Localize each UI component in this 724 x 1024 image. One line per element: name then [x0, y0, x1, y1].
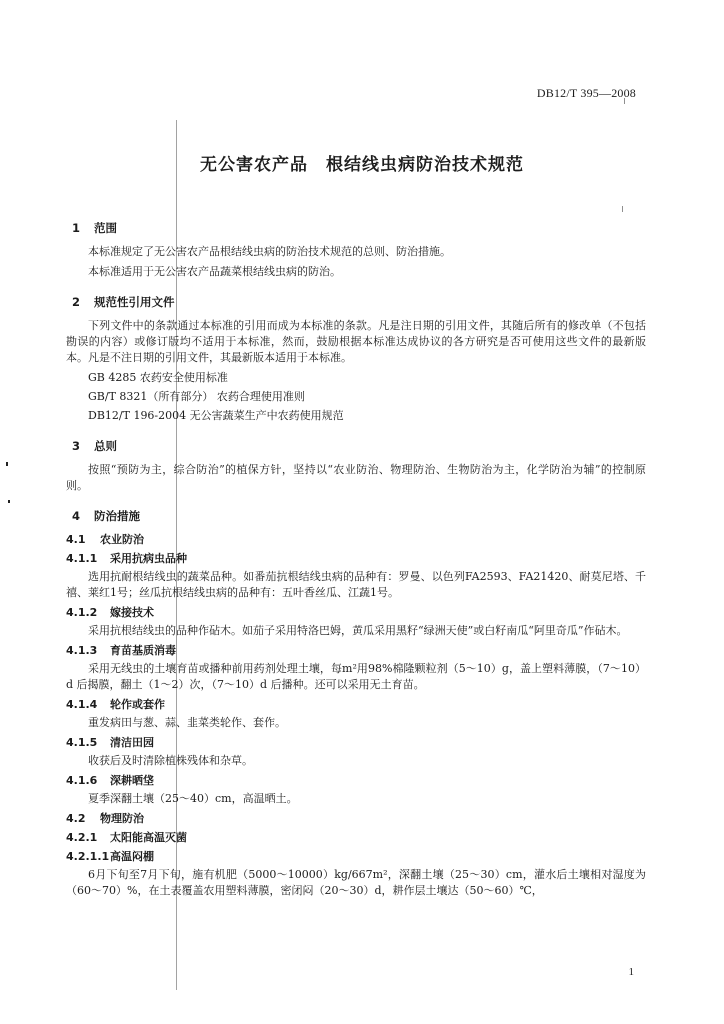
section-heading: 4 防治措施 [72, 509, 140, 523]
paragraph: 选用抗耐根结线虫的蔬菜品种。如番茄抗根结线虫病的品种有：罗曼、以色列FA2593、FA21420、耐莫尼塔、千禧、莱红1号；丝瓜抗根结线虫病的品种有：五叶香丝瓜、江蔬1号。 [66, 570, 646, 599]
paragraph: 下列文件中的条款通过本标准的引用而成为本标准的条款。凡是注日期的引用文件，其随后所有的修改单（不包括勘误的内容）或修订版均不适用于本标准，然而，鼓励根据本标准达成协议的各方研究是否可使用这些文件的最新版本。凡是不注日期的引用文件，其最新版本适用于本标准。 [66, 319, 646, 364]
subsection-heading: 4.1.5 清洁田园 [66, 736, 154, 749]
paragraph: 采用抗根结线虫的品种作砧木。如茄子采用特洛巴姆，黄瓜采用黑籽“绿洲天使”或白籽南瓜“阿里奇瓜”作砧木。 [88, 624, 628, 637]
paragraph: 重发病田与葱、蒜、韭菜类轮作、套作。 [88, 716, 286, 729]
subsection-heading: 4.1.1 采用抗病虫品种 [66, 552, 187, 565]
paragraph: 夏季深翻土壤（25～40）cm，高温晒土。 [88, 792, 298, 805]
subsection-heading: 4.1.3 育苗基质消毒 [66, 644, 176, 657]
subsection-heading: 4.1.6 深耕晒垡 [66, 774, 154, 787]
paragraph: 本标准适用于无公害农产品蔬菜根结线虫病的防治。 [88, 265, 341, 278]
scan-mark [8, 500, 10, 503]
reference-item: GB 4285 农药安全使用标准 [88, 371, 228, 384]
document-title [0, 150, 724, 175]
scan-mark [6, 462, 8, 466]
subsection-heading: 4.1 农业防治 [66, 533, 144, 546]
page-number: 1 [628, 966, 634, 978]
paragraph: 按照“预防为主，综合防治”的植保方针，坚持以“农业防治、物理防治、生物防治为主，化学防治为辅”的控制原则。 [66, 463, 646, 492]
subsection-heading: 4.2.1.1高温闷棚 [66, 850, 154, 863]
document-code: DB12/T 395—2008 [536, 86, 636, 100]
subsection-heading: 4.1.4 轮作或套作 [66, 698, 165, 711]
subsection-heading: 4.2 物理防治 [66, 812, 144, 825]
title-part2: 根结线虫病防治技术规范 [326, 155, 524, 175]
paragraph: 本标准规定了无公害农产品根结线虫病的防治技术规范的总则、防治措施。 [88, 245, 451, 258]
section-heading: 3 总则 [72, 439, 117, 453]
document-body [66, 206, 646, 903]
paragraph: 收获后及时清除植株残体和杂草。 [88, 754, 253, 767]
paragraph: 采用无线虫的土壤育苗或播种前用药剂处理土壤，每m²用98%棉隆颗粒剂（5～10）g，盖上塑料薄膜，（7～10）d 后揭膜，翻土（1～2）次，（7～10）d 后播种。还可以采用无土育苗。 [66, 662, 646, 691]
reference-item: DB12/T 196-2004 无公害蔬菜生产中农药使用规范 [88, 409, 344, 422]
subsection-heading: 4.2.1 太阳能高温灭菌 [66, 831, 187, 844]
section-heading: 2 规范性引用文件 [72, 295, 175, 309]
title-part1: 无公害农产品 [200, 155, 308, 175]
section-heading: 1 范围 [72, 221, 117, 235]
paragraph: 6月下旬至7月下旬，施有机肥（5000～10000）kg/667m²，深翻土壤（25～30）cm，灌水后土壤相对湿度为（60～70）%，在土表覆盖农用塑料薄膜，密闭闷（20～30）d，耕作层土壤达（50～60）℃， [66, 868, 646, 897]
reference-item: GB/T 8321（所有部分） 农药合理使用准则 [88, 390, 305, 403]
subsection-heading: 4.1.2 嫁接技术 [66, 606, 154, 619]
